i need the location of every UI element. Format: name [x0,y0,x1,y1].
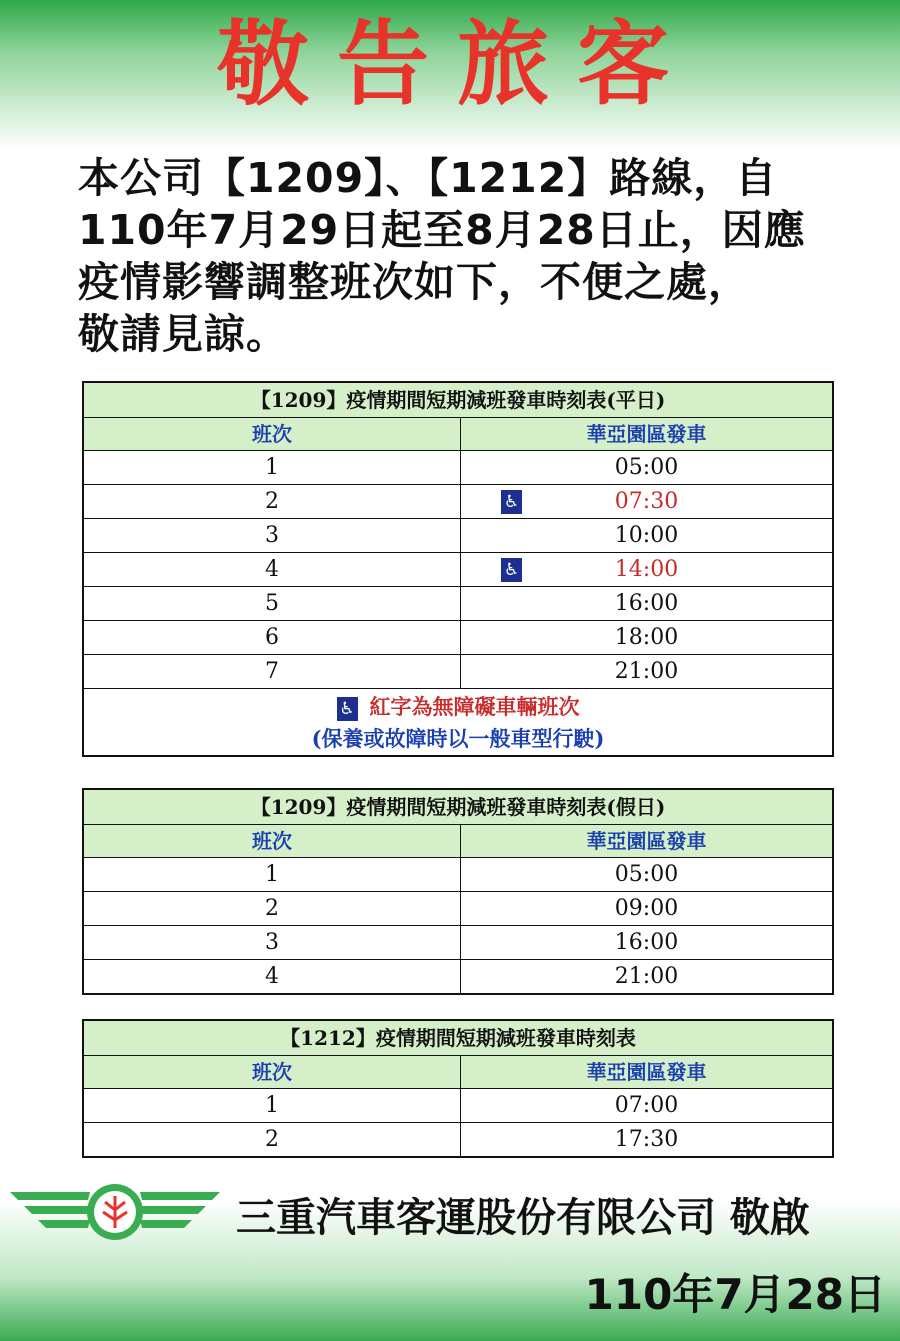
trip-number: 1 [84,1089,461,1122]
table-row [84,451,832,485]
departure-cell [461,485,832,518]
column-header-departure: 華亞園區發車 [461,1056,832,1088]
table-row [84,858,832,892]
table-row [84,1123,832,1156]
column-header-trip: 班次 [84,825,461,857]
timetable-1212 [82,1019,834,1158]
departure-time: 16:00 [614,930,679,955]
wheelchair-icon: ♿ [337,697,358,721]
table-caption: 【1212】疫情期間短期減班發車時刻表 [84,1021,832,1056]
departure-cell [461,553,832,586]
table-row [84,926,832,960]
company-logo [10,1180,220,1250]
notice-line: 疫情影響調整班次如下，不便之處， [78,258,750,306]
trip-number: 2 [84,892,461,925]
departure-time: 05:00 [614,455,679,480]
timetable-1209-weekday [82,381,834,757]
notice-text [78,152,858,360]
table-row [84,960,832,993]
departure-time: 21:00 [614,964,679,989]
trip-number: 2 [84,1123,461,1156]
table-row [84,485,832,519]
notice-line: 敬請見諒。 [78,310,288,358]
departure-time: 21:00 [614,659,679,684]
table-row [84,587,832,621]
table-row [84,655,832,689]
departure-time: 07:00 [614,1093,679,1118]
notice-line: 本公司【1209】、【1212】路線，自 [78,154,778,202]
table-row [84,519,832,553]
trip-number: 3 [84,519,461,552]
table-row [84,621,832,655]
trip-number: 1 [84,858,461,891]
wheelchair-icon: ♿ [501,558,522,582]
trip-number: 2 [84,485,461,518]
departure-time: 09:00 [614,896,679,921]
departure-time: 10:00 [614,523,679,548]
trip-number: 3 [84,926,461,959]
departure-time: 17:30 [614,1127,679,1152]
table-note-row [84,689,832,755]
table-row [84,1089,832,1123]
column-header-trip: 班次 [84,1056,461,1088]
departure-time: 07:30 [614,489,679,514]
table-caption: 【1209】疫情期間短期減班發車時刻表(假日) [84,790,832,825]
trip-number: 7 [84,655,461,688]
column-header-departure: 華亞園區發車 [461,825,832,857]
wheelchair-icon: ♿ [501,490,522,514]
table-header-row [84,825,832,858]
table-caption: 【1209】疫情期間短期減班發車時刻表(平日) [84,383,832,418]
trip-number: 4 [84,960,461,993]
departure-time: 18:00 [614,625,679,650]
notice-line: 110年7月29日起至8月28日止，因應 [78,206,806,254]
table-header-row [84,418,832,451]
departure-time: 14:00 [614,557,679,582]
column-header-departure: 華亞園區發車 [461,418,832,450]
note-line-1: 紅字為無障礙車輛班次 [369,694,580,719]
departure-time: 16:00 [614,591,679,616]
trip-number: 5 [84,587,461,620]
trip-number: 1 [84,451,461,484]
table-row [84,553,832,587]
table-row [84,892,832,926]
page-title: 敬告旅客 [216,11,697,118]
accessibility-note [84,689,832,755]
column-header-trip: 班次 [84,418,461,450]
notice-date: 110年7月28日 [584,1270,886,1319]
note-line-2: (保養或故障時以一般車型行駛) [311,726,605,751]
trip-number: 4 [84,553,461,586]
timetable-1209-holiday [82,788,834,995]
table-header-row [84,1056,832,1089]
departure-time: 05:00 [614,862,679,887]
trip-number: 6 [84,621,461,654]
company-signature: 三重汽車客運股份有限公司 敬啟 [236,1195,810,1241]
